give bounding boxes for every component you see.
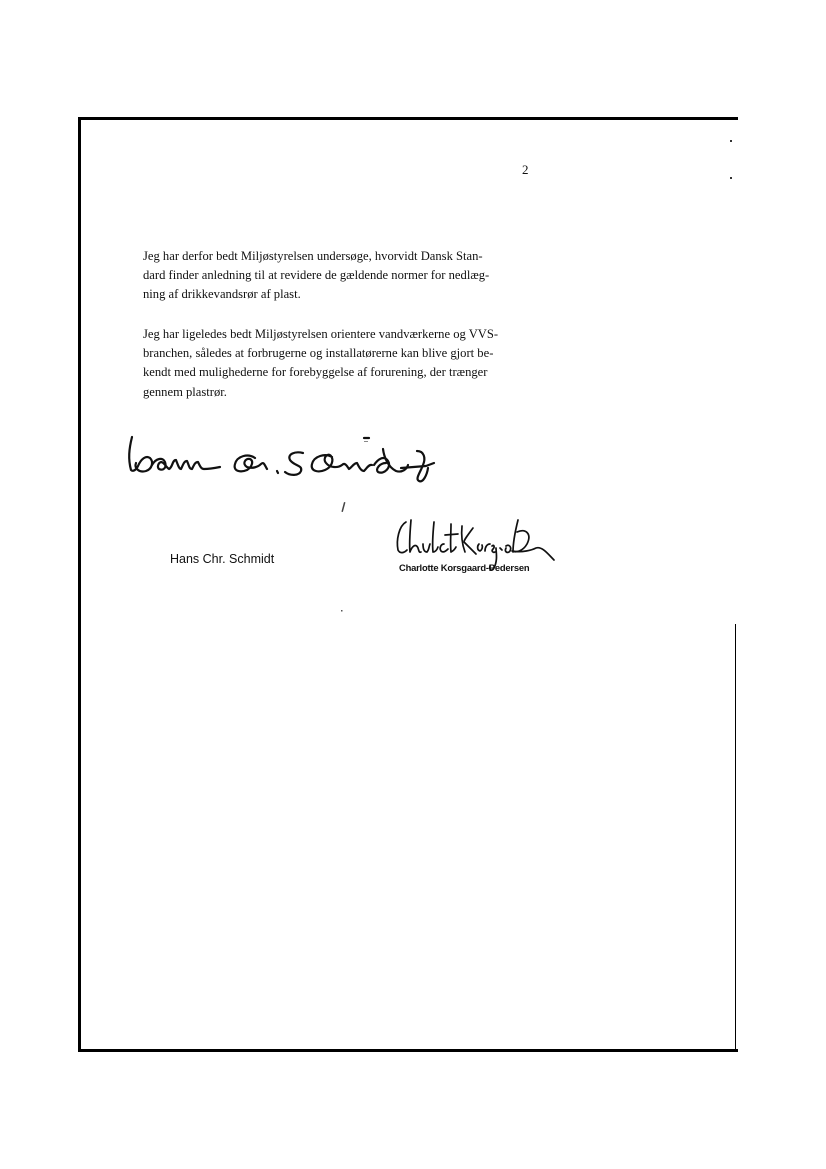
signatory-name-right: Charlotte Korsgaard-Pedersen [399, 562, 530, 573]
scan-speck [341, 610, 343, 612]
paragraph-line: ning af drikkevandsrør af plast. [143, 287, 301, 302]
signatory-name-left: Hans Chr. Schmidt [170, 552, 275, 566]
paragraph-line: gennem plastrør. [143, 384, 227, 399]
scan-speck [364, 441, 368, 442]
paragraph-line: dard finder anledning til at revidere de gældende normer for nedlæg- [143, 268, 490, 283]
paragraph-line: Jeg har ligeledes bedt Miljøstyrelsen orientere vandværkerne og VVS- [143, 327, 499, 341]
scan-speck [730, 177, 732, 179]
page-number: 2 [522, 162, 529, 177]
paragraph-line: branchen, således at forbrugerne og installatørerne kan blive gjort be- [143, 346, 494, 361]
scan-speck [730, 140, 732, 142]
paragraph-line: kendt med mulighederne for forebyggelse af forurening, der trænger [143, 365, 488, 380]
paragraph-line: Jeg har derfor bedt Miljøstyrelsen undersøge, hvorvidt Dansk Stan- [143, 249, 483, 263]
scan-speck [341, 502, 345, 512]
